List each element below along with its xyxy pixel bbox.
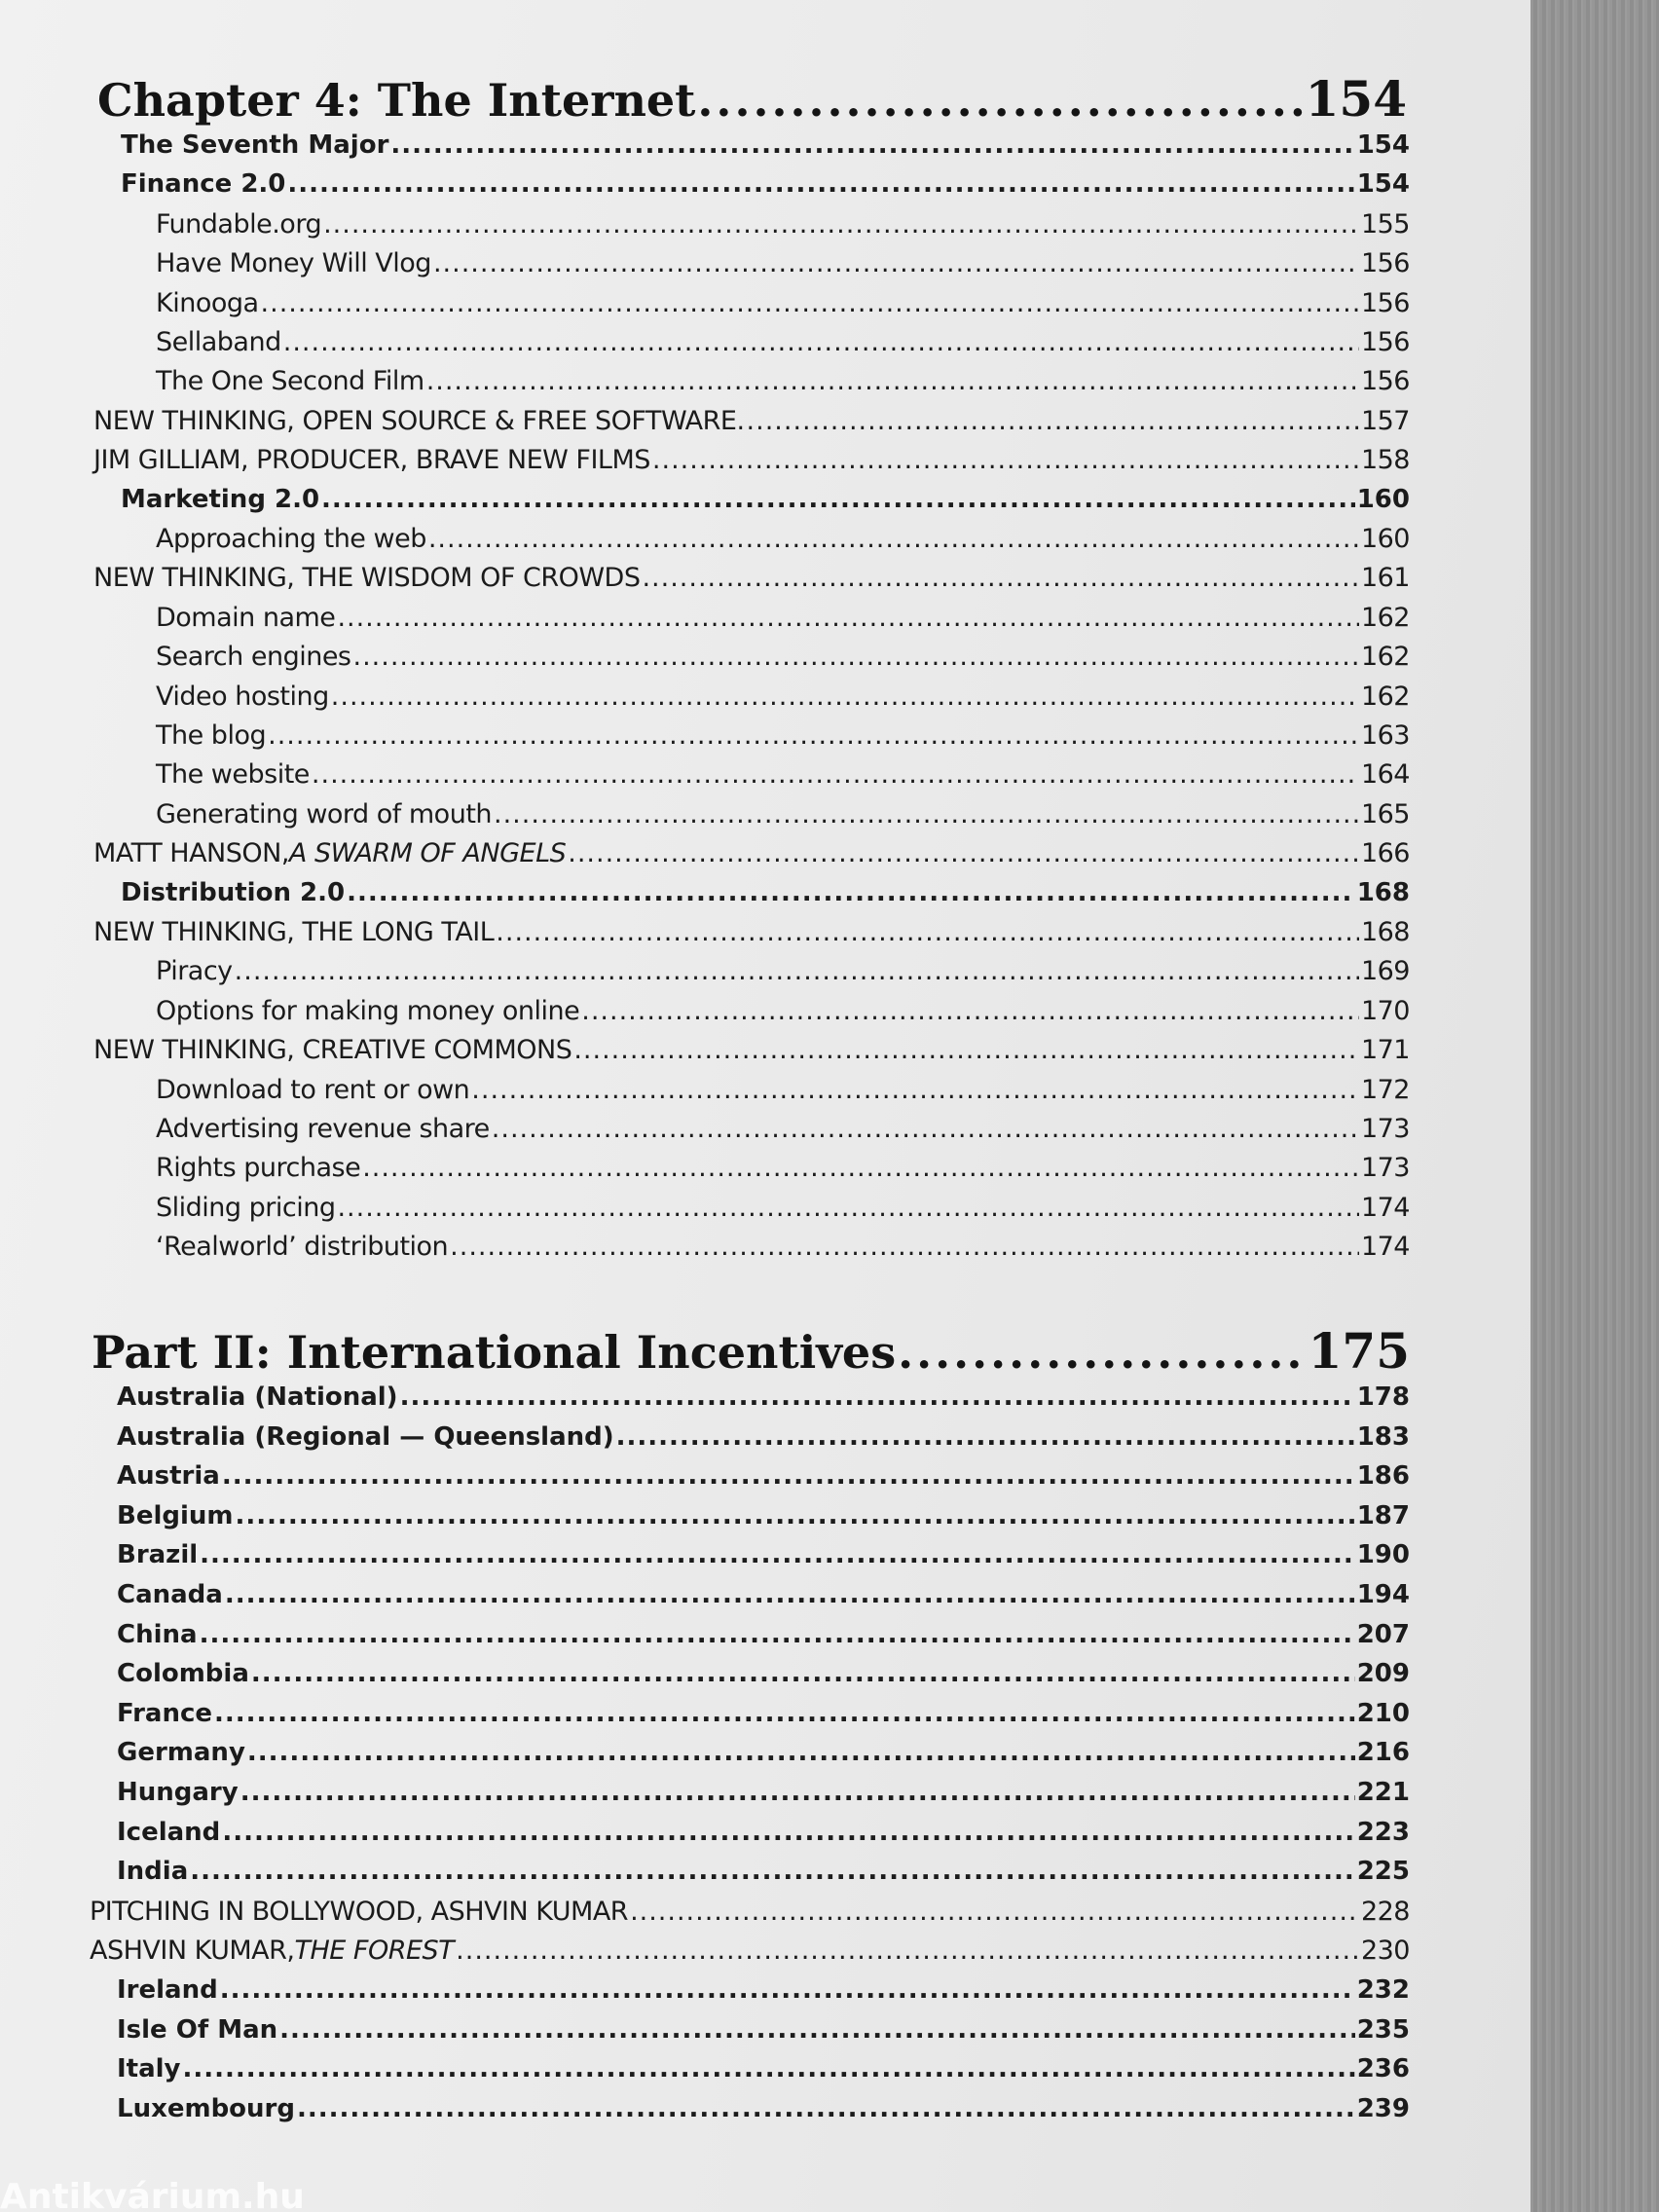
dot-leader xyxy=(337,1193,1359,1223)
dot-leader xyxy=(428,524,1359,554)
chapter-heading xyxy=(97,70,1407,129)
toc-entry xyxy=(117,1422,1410,1456)
toc-entry xyxy=(90,1897,1410,1930)
toc-entry-title: The Seventh Major xyxy=(121,130,389,160)
toc-entry-page-number: 160 xyxy=(1356,484,1410,514)
dot-leader xyxy=(251,1659,1355,1688)
toc-entry-title: Australia (Regional — Queensland) xyxy=(117,1421,614,1452)
dot-leader xyxy=(312,759,1359,790)
dot-leader xyxy=(426,366,1359,396)
toc-entry xyxy=(156,1153,1410,1186)
toc-entry-page-number: 221 xyxy=(1356,1778,1410,1807)
watermark: Antikvárium.hu xyxy=(0,2177,305,2212)
dot-leader xyxy=(616,1422,1355,1452)
toc-entry-page-number: 166 xyxy=(1360,838,1410,869)
toc-entry-title: Sliding pricing xyxy=(156,1192,336,1223)
toc-entry-page-number: 162 xyxy=(1360,642,1410,673)
toc-entry-page-number: 190 xyxy=(1356,1540,1410,1570)
toc-entry xyxy=(117,1461,1410,1494)
chapter-page-number: 154 xyxy=(1305,70,1407,128)
toc-entry-page-number: 156 xyxy=(1360,248,1410,279)
toc-entry xyxy=(156,682,1410,715)
toc-entry xyxy=(121,878,1410,911)
toc-entry-page-number: 228 xyxy=(1360,1896,1410,1927)
toc-entry-page-number: 156 xyxy=(1360,327,1410,357)
toc-entry-page-number: 174 xyxy=(1360,1192,1410,1223)
toc-entry xyxy=(117,2015,1410,2048)
toc-entry xyxy=(156,1114,1410,1147)
toc-entry-title: Hungary xyxy=(117,1778,239,1807)
toc-entry-title: Search engines xyxy=(156,642,351,673)
dot-leader xyxy=(222,1461,1355,1491)
dot-leader xyxy=(240,1778,1355,1807)
toc-entry-title: Fundable.org xyxy=(156,208,322,240)
toc-entry-title: JIM GILLIAM, PRODUCER, BRAVE NEW FILMS xyxy=(93,445,650,476)
toc-entry-page-number: 160 xyxy=(1360,524,1410,554)
dot-leader xyxy=(353,642,1359,672)
toc-entry xyxy=(117,1975,1410,2009)
toc-entry-page-number: 173 xyxy=(1360,1153,1410,1184)
toc-entry xyxy=(117,1857,1410,1890)
toc-entry-title: Piracy xyxy=(156,956,233,987)
dot-leader xyxy=(492,1114,1359,1144)
dot-leader xyxy=(747,406,1359,436)
dot-leader xyxy=(642,563,1358,593)
toc-entry xyxy=(93,445,1410,478)
dot-leader xyxy=(222,1818,1354,1847)
toc-entry xyxy=(117,1382,1410,1416)
toc-entry-page-number: 154 xyxy=(1356,130,1410,160)
toc-entry-page-number: 168 xyxy=(1360,917,1410,947)
dot-leader xyxy=(362,1153,1359,1183)
dot-leader xyxy=(630,1897,1359,1927)
toc-entry xyxy=(117,1778,1410,1811)
toc-entry xyxy=(117,1501,1410,1534)
dot-leader xyxy=(471,1075,1359,1105)
toc-entry-page-number: 210 xyxy=(1356,1698,1410,1728)
dot-leader xyxy=(581,996,1359,1026)
toc-entry-page-number: 154 xyxy=(1356,169,1410,200)
toc-entry-title: NEW THINKING, CREATIVE COMMONS xyxy=(93,1035,572,1066)
dot-leader xyxy=(573,1035,1359,1065)
toc-entry-page-number: 172 xyxy=(1360,1074,1410,1105)
toc-entry-title: Iceland xyxy=(117,1817,221,1847)
toc-entry xyxy=(117,1659,1410,1692)
toc-entry xyxy=(93,917,1410,950)
dot-leader xyxy=(214,1699,1355,1728)
dot-leader xyxy=(331,682,1359,712)
toc-entry-page-number: 225 xyxy=(1356,1857,1410,1887)
dot-leader xyxy=(347,878,1355,907)
toc-entry-title: Approaching the web xyxy=(156,524,426,554)
toc-entry-page-number: 235 xyxy=(1356,2014,1410,2045)
toc-entry-page-number: 223 xyxy=(1356,1817,1410,1847)
toc-entry-page-number: 161 xyxy=(1360,563,1410,594)
toc-entry xyxy=(117,1540,1410,1573)
dot-leader xyxy=(496,917,1359,947)
toc-entry-page-number: 230 xyxy=(1360,1936,1410,1967)
dot-leader xyxy=(183,2054,1355,2083)
toc-entry xyxy=(93,838,1410,871)
chapter-title: Chapter 4: The Internet xyxy=(97,74,696,127)
toc-entry xyxy=(156,1193,1410,1226)
toc-entry xyxy=(156,524,1410,557)
toc-entry xyxy=(121,485,1410,518)
dot-leader xyxy=(235,956,1359,986)
toc-entry xyxy=(156,799,1410,832)
dot-leader xyxy=(247,1738,1355,1767)
toc-entry xyxy=(121,169,1410,203)
toc-entry-title: Luxembourg xyxy=(117,2093,295,2123)
toc-entry-page-number: 207 xyxy=(1356,1619,1410,1649)
toc-entry-title: Rights purchase xyxy=(156,1153,361,1184)
toc-entry xyxy=(156,1075,1410,1108)
toc-entry xyxy=(156,288,1410,321)
toc-entry-title: Distribution 2.0 xyxy=(121,877,346,907)
toc-entry xyxy=(93,1035,1410,1068)
toc-entry-title: Italy xyxy=(117,2054,181,2084)
part-title: Part II: International Incentives xyxy=(92,1326,897,1379)
toc-entry-title: Options for making money online xyxy=(156,995,580,1026)
toc-entry-title: The One Second Film xyxy=(156,366,424,397)
toc-entry xyxy=(93,406,1410,439)
dot-leader xyxy=(268,720,1359,751)
toc-entry-title: Generating word of mouth xyxy=(156,798,493,830)
toc-entry xyxy=(156,759,1410,793)
toc-entry-title: Finance 2.0 xyxy=(121,169,286,200)
toc-entry-page-number: 187 xyxy=(1356,1500,1410,1530)
toc-entry-title: ‘Realworld’ distribution xyxy=(156,1232,449,1263)
toc-entry-page-number: 216 xyxy=(1356,1738,1410,1768)
toc-entry-title: Download to rent or own xyxy=(156,1074,470,1105)
toc-entry-title: Have Money Will Vlog xyxy=(156,248,431,279)
toc-entry-page-number: 162 xyxy=(1360,602,1410,633)
toc-entry-page-number: 162 xyxy=(1360,681,1410,712)
toc-entry-page-number: 168 xyxy=(1356,877,1410,907)
toc-entry-title: The blog xyxy=(156,720,267,751)
toc-entry-page-number: 164 xyxy=(1360,759,1410,791)
toc-entry-page-number: 156 xyxy=(1360,287,1410,318)
toc-entry xyxy=(117,1620,1410,1653)
toc-entry-title: NEW THINKING, OPEN SOURCE & FREE SOFTWARE. xyxy=(93,405,745,436)
toc-entry xyxy=(156,996,1410,1029)
toc-entry-title: Kinooga xyxy=(156,287,259,318)
part-heading xyxy=(92,1322,1410,1381)
dot-leader xyxy=(494,799,1359,830)
dot-leader xyxy=(200,1620,1355,1649)
toc-entry xyxy=(117,2094,1410,2127)
toc-entry-title: Belgium xyxy=(117,1500,234,1530)
toc-entry-title: PITCHING IN BOLLYWOOD, ASHVIN KUMAR xyxy=(90,1896,629,1927)
toc-entry-title: Brazil xyxy=(117,1540,199,1570)
toc-entry-title: NEW THINKING, THE WISDOM OF CROWDS xyxy=(93,563,641,594)
toc-entry xyxy=(117,1738,1410,1771)
part-page-number: 175 xyxy=(1308,1322,1410,1380)
dot-leader xyxy=(456,1936,1359,1966)
dot-leader xyxy=(390,130,1354,160)
toc-entry xyxy=(156,366,1410,399)
toc-entry-page-number: 178 xyxy=(1356,1382,1410,1412)
toc-entry-title: India xyxy=(117,1857,189,1887)
toc-entry xyxy=(117,1580,1410,1613)
toc-entry-title: MATT HANSON, xyxy=(93,838,289,869)
toc-entry-title: Australia (National) xyxy=(117,1382,398,1412)
toc-entry xyxy=(93,563,1410,596)
toc-entry xyxy=(156,327,1410,360)
toc-entry-page-number: 163 xyxy=(1360,720,1410,751)
dot-leader xyxy=(321,485,1355,514)
toc-entry-page-number: 183 xyxy=(1356,1421,1410,1452)
toc-entry-page-number: 232 xyxy=(1356,1975,1410,2005)
dot-leader xyxy=(225,1580,1355,1609)
toc-entry xyxy=(156,209,1410,242)
toc-entry-page-number: 170 xyxy=(1360,995,1410,1026)
toc-entry xyxy=(156,642,1410,675)
toc-entry-title: Sellaband xyxy=(156,327,281,357)
toc-entry-page-number: 209 xyxy=(1356,1659,1410,1689)
background-surface xyxy=(1530,0,1659,2212)
toc-entry-page-number: 236 xyxy=(1356,2054,1410,2084)
toc-entry xyxy=(156,248,1410,281)
toc-entry-page-number: 169 xyxy=(1360,956,1410,987)
dot-leader xyxy=(283,327,1359,357)
toc-entry-title: Marketing 2.0 xyxy=(121,484,320,514)
dot-leader xyxy=(400,1382,1355,1412)
toc-entry-page-number: 165 xyxy=(1360,798,1410,830)
toc-entry xyxy=(117,1818,1410,1851)
toc-entry xyxy=(117,2054,1410,2087)
dot-leader xyxy=(279,2015,1355,2045)
toc-entry-page-number: 239 xyxy=(1356,2093,1410,2123)
dot-leader xyxy=(450,1232,1359,1262)
toc-entry xyxy=(156,603,1410,636)
dot-leader xyxy=(433,248,1359,278)
toc-entry-italic-title: A SWARM OF ANGELS xyxy=(288,838,567,869)
toc-entry xyxy=(156,1232,1410,1265)
toc-entry-italic-title: THE FOREST xyxy=(294,1936,455,1967)
toc-entry-title: Advertising revenue share xyxy=(156,1114,490,1144)
toc-entry-title: The website xyxy=(156,759,310,791)
toc-entry xyxy=(121,130,1410,164)
toc-entry-page-number: 157 xyxy=(1360,405,1410,436)
toc-entry-title: Germany xyxy=(117,1738,245,1768)
dot-leader xyxy=(297,2094,1355,2123)
dot-leader xyxy=(652,445,1359,475)
dot-leader xyxy=(190,1857,1354,1886)
toc-entry-title: NEW THINKING, THE LONG TAIL xyxy=(93,917,495,947)
toc-entry xyxy=(90,1936,1410,1969)
dot-leader xyxy=(898,1326,1307,1379)
dot-leader xyxy=(200,1540,1355,1569)
dot-leader xyxy=(697,74,1303,127)
toc-entry-title: Canada xyxy=(117,1580,223,1609)
toc-entry-title: Isle Of Man xyxy=(117,2014,278,2045)
toc-entry-title: Austria xyxy=(117,1461,220,1492)
toc-entry-title: Ireland xyxy=(117,1975,218,2005)
toc-entry-title: Colombia xyxy=(117,1659,249,1689)
toc-entry-page-number: 158 xyxy=(1360,445,1410,476)
dot-leader xyxy=(337,603,1359,633)
dot-leader xyxy=(261,288,1359,318)
toc-entry-title: China xyxy=(117,1619,198,1649)
toc-entry-page-number: 155 xyxy=(1360,208,1410,240)
dot-leader xyxy=(236,1501,1355,1530)
toc-entry-page-number: 171 xyxy=(1360,1035,1410,1066)
dot-leader xyxy=(568,838,1359,868)
toc-entry xyxy=(156,720,1410,754)
toc-entry xyxy=(117,1699,1410,1732)
dot-leader xyxy=(220,1975,1355,2005)
toc-entry-page-number: 156 xyxy=(1360,366,1410,397)
dot-leader xyxy=(287,169,1354,199)
dot-leader xyxy=(323,209,1359,240)
toc-entry xyxy=(156,956,1410,989)
toc-entry-page-number: 173 xyxy=(1360,1114,1410,1144)
toc-entry-title: ASHVIN KUMAR, xyxy=(90,1936,295,1967)
toc-entry-page-number: 186 xyxy=(1356,1461,1410,1492)
toc-entry-title: France xyxy=(117,1698,213,1728)
toc-entry-title: Domain name xyxy=(156,602,336,633)
toc-entry-title: Video hosting xyxy=(156,681,329,712)
toc-entry-page-number: 174 xyxy=(1360,1232,1410,1263)
toc-entry-page-number: 194 xyxy=(1356,1580,1410,1609)
